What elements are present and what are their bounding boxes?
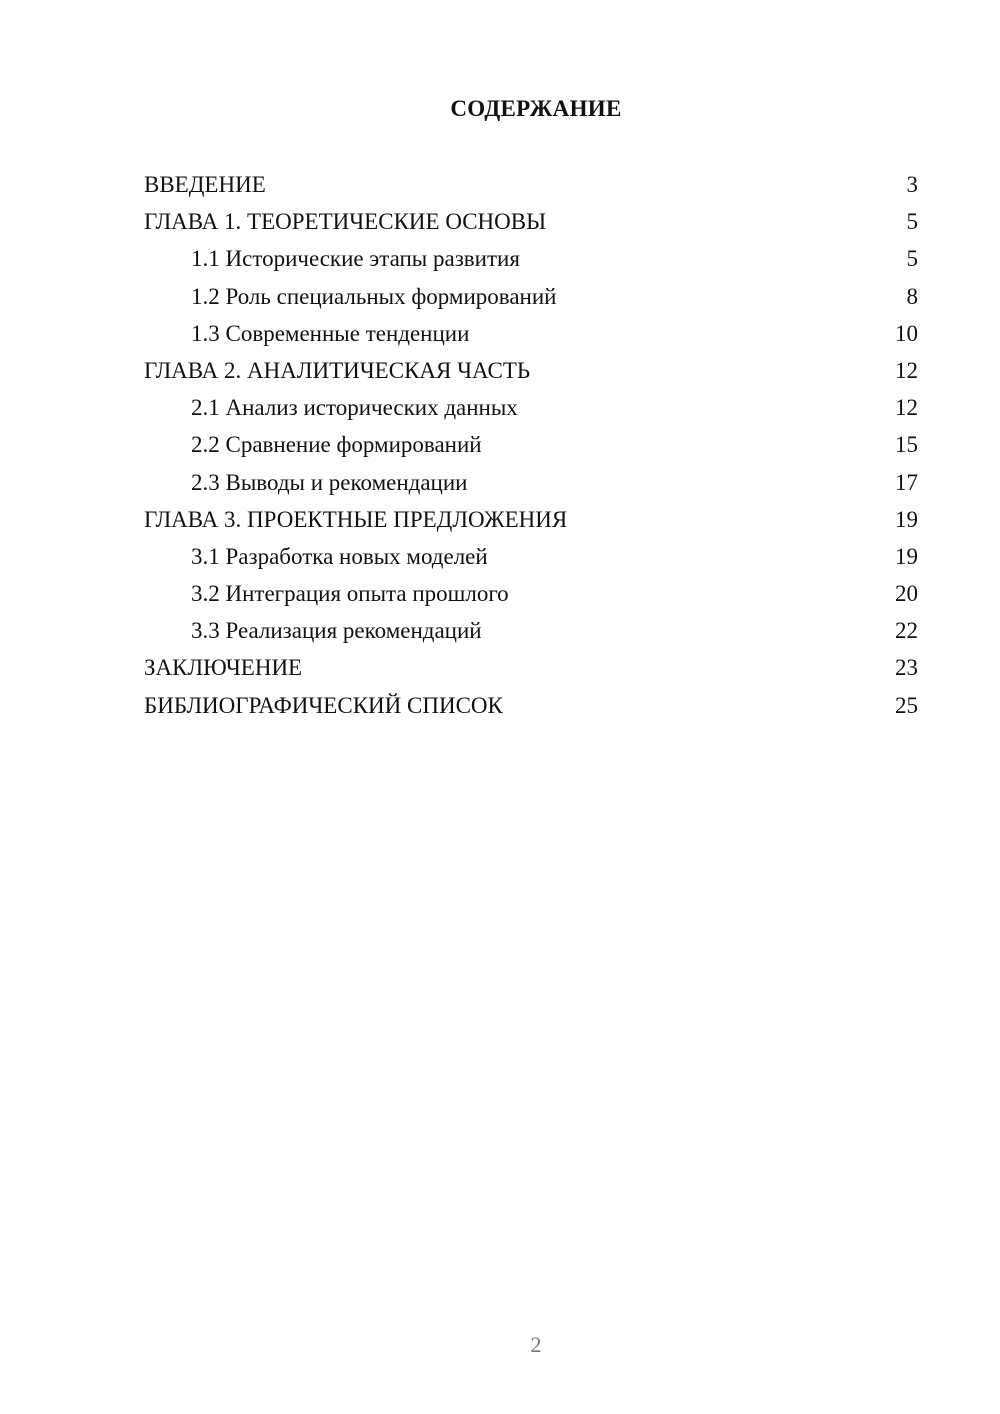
toc-entry-page: 15	[895, 432, 918, 458]
toc-entry-section-3-3[interactable]	[144, 612, 918, 649]
toc-entry-section-2-2[interactable]	[144, 426, 918, 463]
toc-entry-page: 8	[906, 283, 918, 309]
toc-entry-page: 25	[895, 692, 918, 718]
toc-entry-bibliography[interactable]	[144, 687, 918, 724]
toc-entry-page: 19	[895, 506, 918, 532]
toc-entry-label: 3.3 Реализация рекомендаций	[191, 618, 482, 644]
toc-entry-label: ЗАКЛЮЧЕНИЕ	[144, 655, 303, 681]
toc-entry-section-2-3[interactable]	[144, 464, 918, 501]
toc-entry-chapter-1[interactable]	[144, 203, 918, 240]
table-of-contents	[144, 166, 918, 724]
toc-entry-label: БИБЛИОГРАФИЧЕСКИЙ СПИСОК	[144, 692, 503, 718]
toc-entry-page: 3	[906, 172, 918, 197]
toc-entry-label: 2.3 Выводы и рекомендации	[191, 469, 468, 495]
toc-entry-page: 10	[895, 320, 918, 346]
toc-entry-page: 17	[895, 469, 918, 495]
toc-entry-page: 12	[895, 357, 918, 383]
toc-entry-chapter-2[interactable]	[144, 352, 918, 389]
toc-entry-section-1-1[interactable]	[144, 240, 918, 277]
toc-entry-label: 1.2 Роль специальных формирований	[191, 283, 557, 309]
toc-entry-section-3-2[interactable]	[144, 575, 918, 612]
toc-entry-page: 23	[895, 655, 918, 681]
toc-entry-label: ВВЕДЕНИЕ	[144, 172, 266, 197]
toc-entry-page: 5	[906, 209, 918, 235]
toc-entry-section-1-2[interactable]	[144, 278, 918, 315]
toc-entry-introduction[interactable]	[144, 166, 918, 203]
toc-entry-label: 2.1 Анализ исторических данных	[191, 395, 518, 421]
toc-entry-section-3-1[interactable]	[144, 538, 918, 575]
toc-entry-section-2-1[interactable]	[144, 389, 918, 426]
toc-entry-label: ГЛАВА 1. ТЕОРЕТИЧЕСКИЕ ОСНОВЫ	[144, 209, 547, 235]
toc-entry-chapter-3[interactable]	[144, 501, 918, 538]
toc-entry-conclusion[interactable]	[144, 649, 918, 686]
toc-entry-page: 19	[895, 543, 918, 569]
page-title: СОДЕРЖАНИЕ	[450, 96, 622, 121]
toc-entry-label: ГЛАВА 2. АНАЛИТИЧЕСКАЯ ЧАСТЬ	[144, 357, 531, 383]
toc-entry-label: 1.1 Исторические этапы развития	[191, 246, 520, 272]
toc-entry-label: 2.2 Сравнение формирований	[191, 432, 482, 458]
toc-entry-label: ГЛАВА 3. ПРОЕКТНЫЕ ПРЕДЛОЖЕНИЯ	[144, 506, 568, 532]
toc-entry-section-1-3[interactable]	[144, 315, 918, 352]
toc-entry-label: 1.3 Современные тенденции	[191, 320, 470, 346]
toc-entry-page: 12	[895, 395, 918, 421]
toc-entry-label: 3.2 Интеграция опыта прошлого	[191, 581, 509, 607]
toc-entry-label: 3.1 Разработка новых моделей	[191, 543, 488, 569]
toc-entry-page: 22	[895, 618, 918, 644]
page-number: 2	[530, 1332, 542, 1357]
toc-entry-page: 20	[895, 581, 918, 607]
toc-entry-page: 5	[906, 246, 918, 272]
